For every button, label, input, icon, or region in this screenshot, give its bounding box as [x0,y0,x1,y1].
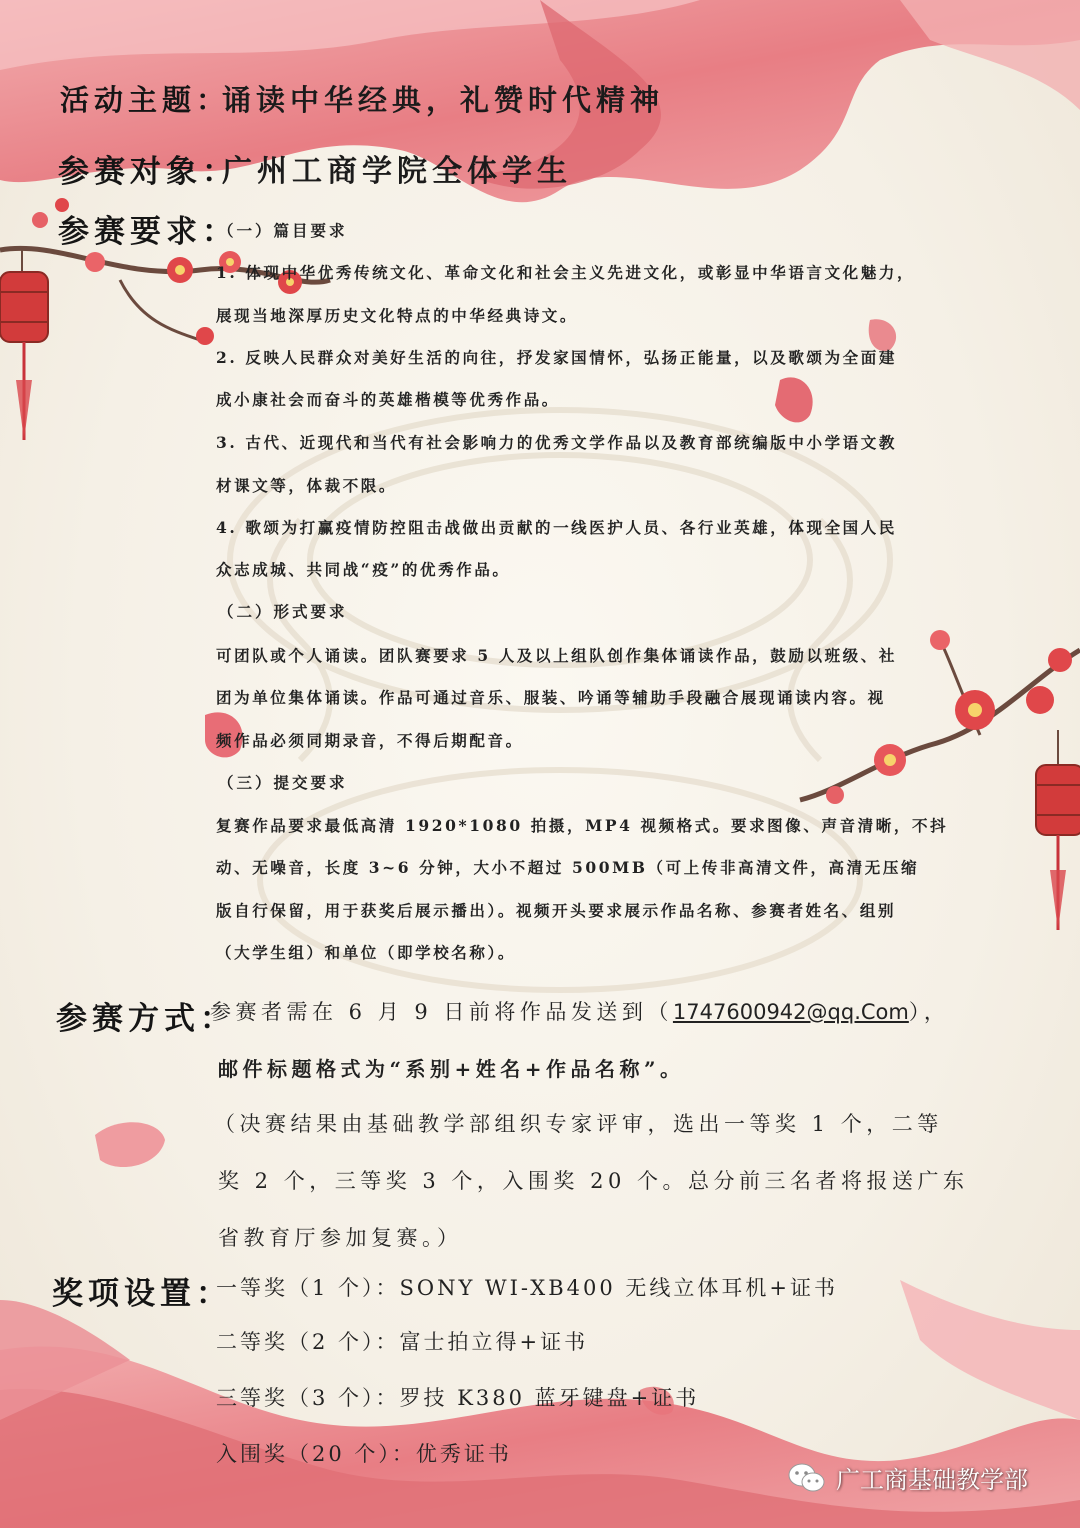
req-line: 版自行保留，用于获奖后展示播出）。视频开头要求展示作品名称、参赛者姓名、组别 [216,901,897,920]
req-line: （大学生组）和单位（即学校名称）。 [216,943,516,962]
req-line: 展现当地深厚历史文化特点的中华经典诗文。 [216,306,579,325]
method-line1-text: 参赛者需在 6 月 9 日前将作品发送到（ [210,1000,673,1024]
method-line1-suffix: ）， [908,1000,950,1024]
method-label: 参赛方式： [56,1001,236,1037]
section1-heading: （一）篇目要求 [218,221,348,240]
theme-label: 活动主题： [60,83,231,117]
method-note-line: 省教育厅参加复赛。） [218,1226,463,1250]
method-line2: 邮件标题格式为“系别+姓名+作品名称”。 [218,1057,685,1081]
theme-value: 诵读中华经典，礼赞时代精神 [222,83,665,117]
target-value: 广州工商学院全体学生 [222,154,572,189]
req-line: 频作品必须同期录音，不得后期配音。 [216,731,524,750]
req-line: 2. 反映人民群众对美好生活的向往，抒发家国情怀，弘扬正能量，以及歌颂为全面建 [216,348,897,367]
req-line: 4. 歌颂为打赢疫情防控阻击战做出贡献的一线医护人员、各行业英雄，体现全国人民 [216,518,897,537]
req-line: 3. 古代、近现代和当代有社会影响力的优秀文学作品以及教育部统编版中小学语文教 [216,433,897,452]
req-line: 众志成城、共同战“疫”的优秀作品。 [216,560,511,579]
req-line: 可团队或个人诵读。团队赛要求 5 人及以上组队创作集体诵读作品，鼓励以班级、社 [216,646,897,665]
award-item: 一等奖（1 个）：SONY WI-XB400 无线立体耳机+证书 [216,1276,839,1300]
account-watermark [788,1460,1028,1495]
req-line: 材课文等，体裁不限。 [216,476,398,495]
account-name: 广工商基础教学部 [836,1466,1028,1494]
method-line1 [210,996,949,1026]
method-note-line: 奖 2 个，三等奖 3 个，入围奖 20 个。总分前三名者将报送广东 [218,1169,969,1193]
award-item: 入围奖（20 个）：优秀证书 [216,1442,512,1466]
req-line: 1. 体现中华优秀传统文化、革命文化和社会主义先进文化，或彰显中华语言文化魅力， [216,263,916,282]
section3-heading: （三）提交要求 [218,773,348,792]
req-line: 成小康社会而奋斗的英雄楷模等优秀作品。 [216,390,560,409]
requirements-label: 参赛要求： [58,214,238,250]
req-line: 动、无噪音，长度 3~6 分钟，大小不超过 500MB（可上传非高清文件，高清无压缩 [216,858,920,877]
awards-label: 奖项设置： [52,1276,232,1312]
req-line: 复赛作品要求最低高清 1920*1080 拍摄，MP4 视频格式。要求图像、声音清晰，不抖 [216,816,949,835]
req-line: 团为单位集体诵读。作品可通过音乐、服装、吟诵等辅助手段融合展现诵读内容。视 [216,688,886,707]
method-note-line: （决赛结果由基础教学部组织专家评审，选出一等奖 1 个，二等 [214,1112,943,1136]
email-link[interactable]: 1747600942@qq.Com [672,1000,909,1024]
award-item: 三等奖（3 个）：罗技 K380 蓝牙键盘+证书 [216,1386,700,1410]
target-label: 参赛对象： [58,154,238,190]
wechat-icon [788,1462,826,1494]
award-item: 二等奖（2 个）：富士拍立得+证书 [216,1330,589,1354]
section2-heading: （二）形式要求 [218,602,348,621]
